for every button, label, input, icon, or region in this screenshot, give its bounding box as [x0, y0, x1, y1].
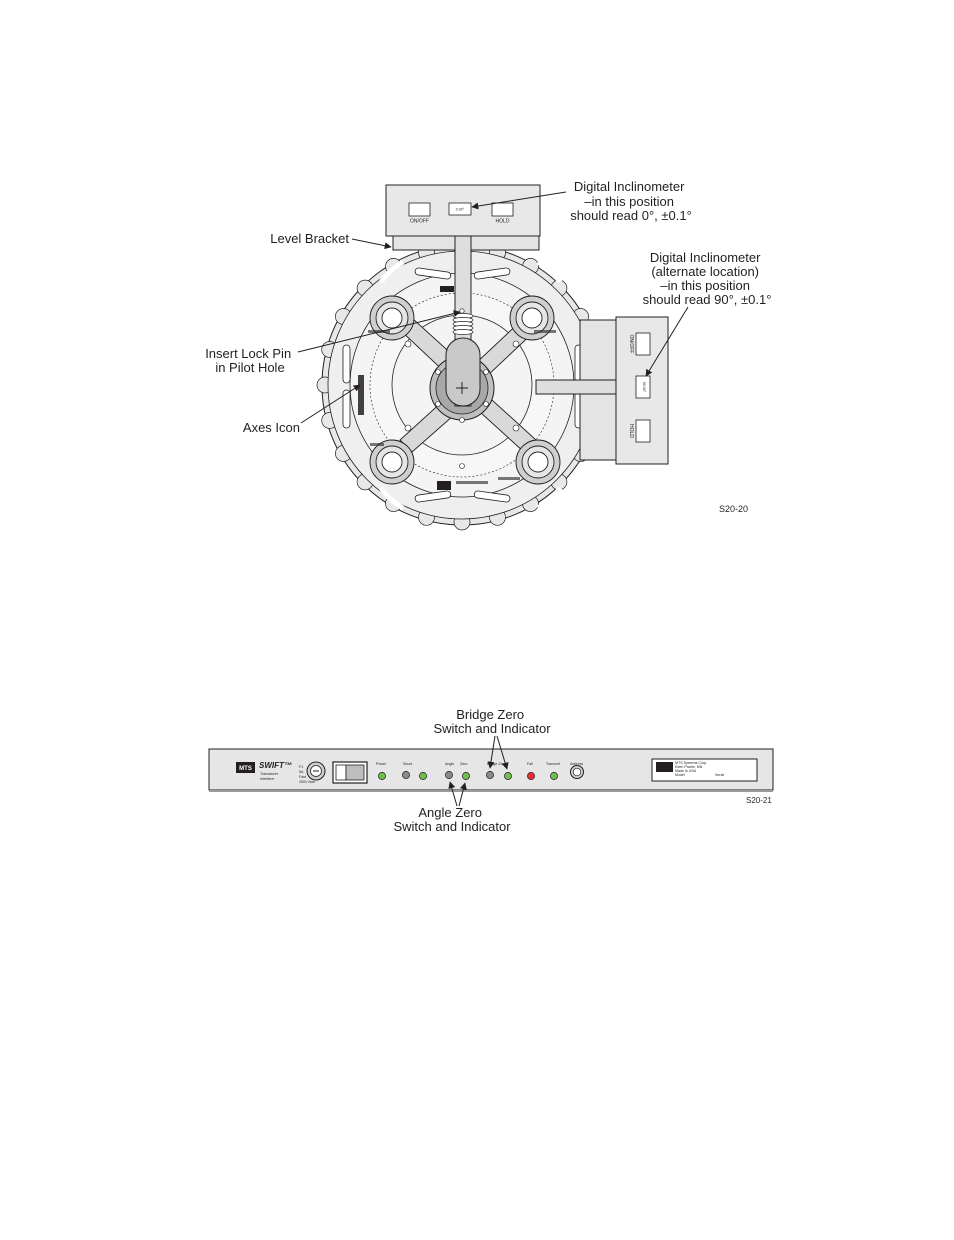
figure1-code: S20-20 [719, 504, 749, 514]
label-inclinometer-top [570, 179, 692, 223]
power-switch [333, 762, 367, 783]
on-off-label: ON/OFF [410, 218, 429, 225]
shunt-switch [402, 771, 409, 778]
label-bridge-zero-line2: Switch and Indicator [433, 721, 551, 736]
side-on-off-button [636, 333, 650, 355]
side-hold-button [636, 420, 650, 442]
label-inclinometer-top-line2: –in this position [584, 194, 674, 209]
label-bridge-zero-line1: Bridge Zero [456, 707, 525, 722]
brand-sub-1: Transducer [260, 772, 278, 776]
label-address: Address [570, 762, 584, 766]
label-bridge-zero [433, 707, 551, 736]
nameplate-line-4: Model [675, 773, 685, 777]
brand-name: SWIFT™ [259, 761, 292, 770]
label-bridge-zero: Bridge Zero [487, 762, 506, 766]
label-inclinometer-alt-line1: Digital Inclinometer [649, 250, 761, 265]
inclinometer-side-device [616, 317, 668, 464]
inclinometer-top-device [386, 185, 540, 236]
power-led [378, 772, 385, 779]
transducer-figure [205, 179, 771, 530]
angle-zero-switch [445, 771, 452, 778]
label-angle-zero-line2: Switch and Indicator [393, 819, 511, 834]
label-shunt: Shunt [403, 762, 413, 766]
fuse-text-2: 5A [299, 770, 304, 774]
nameplate-line-1: MTS Systems Corp. [675, 761, 708, 765]
label-power: Power [376, 762, 387, 766]
logo-text: MTS [239, 766, 252, 772]
label-zero: Zero [460, 762, 468, 766]
arrow-level-bracket [352, 239, 391, 247]
label-fail: Fail [527, 762, 533, 766]
nameplate [652, 759, 757, 781]
bridge-zero-switch [486, 771, 493, 778]
hold-label: HOLD [495, 218, 510, 225]
label-lock-pin [205, 346, 295, 375]
nameplate-line-5: Serial [715, 773, 725, 777]
interface-panel-figure [209, 707, 773, 834]
label-axes-icon: Axes Icon [242, 420, 300, 435]
on-off-button [409, 203, 430, 216]
transmit-led [550, 772, 557, 779]
fail-led [527, 772, 534, 779]
brand-sub-2: Interface [260, 777, 274, 781]
fuse-text-4: 250V Max [299, 780, 316, 784]
label-inclinometer-alt [643, 250, 772, 307]
nameplate-line-2: Eden Prairie, MN [675, 765, 703, 769]
label-angle: Angle [445, 762, 455, 766]
label-inclinometer-alt-line4: should read 90°, ±0.1° [642, 292, 772, 307]
hold-button [492, 203, 513, 216]
label-level-bracket: Level Bracket [270, 231, 349, 246]
figure2-code: S20-21 [746, 796, 772, 805]
nameplate-line-3: Made in USA [675, 769, 697, 773]
label-inclinometer-alt-line3: –in this position [660, 278, 750, 293]
label-angle-zero [393, 805, 511, 834]
shunt-led [419, 772, 426, 779]
label-transmit: Transmit [546, 762, 560, 766]
label-inclinometer-top-line1: Digital Inclinometer [573, 179, 685, 194]
label-angle-zero-line1: Angle Zero [418, 805, 482, 820]
label-inclinometer-top-line3: should read 0°, ±0.1° [570, 208, 692, 223]
label-lock-pin-line2: in Pilot Hole [215, 360, 285, 375]
label-lock-pin-line1: Insert Lock Pin [205, 346, 292, 361]
fuse-text-1: F1 [299, 765, 304, 769]
side-display-reading: 90.00° [642, 381, 646, 393]
angle-zero-led [462, 772, 469, 779]
side-on-off-label: ON/OFF [628, 334, 634, 354]
fuse-text-3: Fast [299, 775, 306, 779]
bridge-zero-led [504, 772, 511, 779]
display-reading: 0.00° [455, 207, 465, 212]
side-hold-label: HOLD [628, 424, 634, 438]
label-inclinometer-alt-line2: (alternate location) [651, 264, 760, 279]
